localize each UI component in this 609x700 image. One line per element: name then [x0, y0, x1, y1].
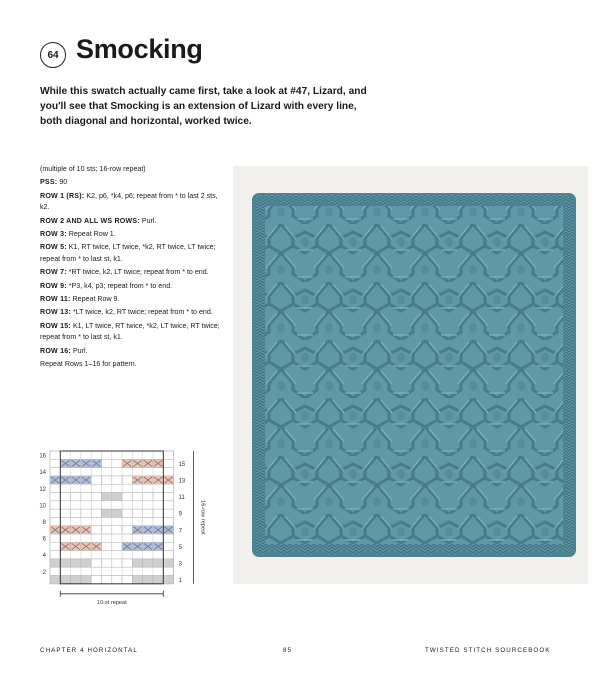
chart-cell: [143, 493, 153, 501]
chart-cell: [122, 576, 132, 584]
row-text: *RT twice, k2, LT twice; repeat from * to end.: [66, 268, 209, 277]
row-text: 90: [57, 178, 68, 187]
row-number-left: 12: [39, 486, 46, 493]
intro-paragraph: While this swatch actually came first, take a look at #47, Lizard, and you'll see that Smocking is an extension of Lizard with every line, both diagonal and horizontal, worked twice.: [40, 86, 367, 127]
chart-cell: [102, 576, 112, 584]
chart-cell: [91, 493, 101, 501]
chart-cell: [60, 576, 70, 584]
chart-cell: [102, 542, 112, 550]
page-title: Smocking: [76, 34, 203, 64]
row-number-right: 1: [178, 578, 182, 585]
chart-cell: [91, 526, 101, 534]
row-number-left: 16: [39, 453, 46, 460]
chart-cell: [50, 576, 60, 584]
chart-cell: [112, 509, 122, 517]
chart-cell: [163, 576, 173, 584]
chart-cell: [71, 576, 81, 584]
chart-cell: [50, 493, 60, 501]
row-number-right: 9: [178, 511, 182, 518]
row-text: Repeat Row 1.: [66, 230, 116, 239]
chart-cell: [102, 559, 112, 567]
chart-cell: [60, 509, 70, 517]
row-number-left: 14: [39, 470, 46, 477]
row-label: ROW 1 (RS):: [40, 191, 85, 200]
chart-cell: [112, 493, 122, 501]
row-text: Purl.: [70, 346, 88, 355]
row-label: ROW 13:: [40, 308, 71, 317]
chart-cell: [50, 459, 60, 467]
row-label: PSS:: [40, 178, 58, 187]
row-text: K2, p6, *k4, p6; repeat from * to last 2 sts, k2.: [40, 191, 218, 212]
row-number-right: 5: [178, 544, 182, 551]
row-text: Repeat Rows 1–16 for pattern.: [40, 360, 137, 369]
row-label: ROW 9:: [40, 281, 67, 290]
row-text: *LT twice, k2, RT twice; repeat from * to end.: [70, 308, 213, 317]
row-text: *P3, k4, p3; repeat from * to end.: [66, 281, 173, 290]
footer-page-number: 85: [283, 647, 293, 654]
chart-cell: [71, 559, 81, 567]
chart-cell: [81, 493, 91, 501]
chart-cell: [102, 493, 112, 501]
chart-cell: [153, 493, 163, 501]
row-text: (multiple of 10 sts; 16-row repeat): [40, 165, 146, 173]
row-text: K1, RT twice, LT twice, *k2, RT twice, LT twice; repeat from * to last st, k1.: [40, 243, 216, 263]
chart-cell: [71, 493, 81, 501]
stitch-repeat-label: 10-st repeat: [96, 599, 127, 606]
chart-cell: [102, 476, 112, 484]
chart-cell: [71, 509, 81, 517]
chart-cell: [102, 526, 112, 534]
row-text: Purl.: [139, 216, 157, 225]
row-number-left: 8: [42, 520, 46, 527]
chart-cell: [81, 559, 91, 567]
chart-cell: [122, 509, 132, 517]
chart-cell: [91, 509, 101, 517]
chart-cell: [81, 509, 91, 517]
row-label: ROW 15:: [40, 321, 71, 330]
chart-cell: [112, 542, 122, 550]
chart-cell: [112, 576, 122, 584]
chart-cell: [102, 509, 112, 517]
chart-cell: [143, 576, 153, 584]
row-number-right: 11: [178, 495, 185, 502]
row-number-right: 7: [178, 528, 182, 535]
row-number-left: 6: [42, 536, 46, 543]
chart-cell: [132, 559, 142, 567]
row-label: ROW 5:: [40, 243, 67, 252]
chart-cell: [112, 476, 122, 484]
footer-chapter: CHAPTER 4 HORIZONTAL: [40, 647, 138, 654]
chart-cell: [60, 559, 70, 567]
chart-cell: [122, 526, 132, 534]
chart-cell: [153, 576, 163, 584]
row-number-right: 13: [178, 478, 186, 485]
row-label: ROW 7:: [40, 268, 67, 277]
chart-cell: [112, 459, 122, 467]
chart-cell: [122, 559, 132, 567]
chart-cell: [153, 509, 163, 517]
chart-cell: [60, 493, 70, 501]
row-number-left: 4: [42, 553, 46, 560]
chart-cell: [122, 476, 132, 484]
pattern-number: 64: [47, 49, 59, 61]
chart-cell: [163, 459, 173, 467]
row-text: Repeat Row 9.: [70, 295, 120, 304]
chart-cell: [81, 576, 91, 584]
chart-cell: [91, 576, 101, 584]
chart-cell: [153, 559, 163, 567]
row-repeat-label: 16-row repeat: [199, 500, 206, 535]
row-label: ROW 16:: [40, 346, 71, 355]
chart-cell: [50, 542, 60, 550]
row-text: K1, LT twice, RT twice, *k2, LT twice, RT twice; repeat from * to last st, k1.: [40, 321, 220, 342]
chart-cell: [143, 559, 153, 567]
row-number-right: 15: [178, 461, 186, 468]
row-label: ROW 11:: [40, 295, 71, 304]
chart-cell: [163, 559, 173, 567]
chart-cell: [112, 526, 122, 534]
footer-book-title: TWISTED STITCH SOURCEBOOK: [425, 647, 551, 654]
chart-cell: [143, 509, 153, 517]
chart-cell: [91, 476, 101, 484]
row-label: ROW 2 AND ALL WS ROWS:: [40, 216, 140, 225]
chart-cell: [132, 493, 142, 501]
chart-cell: [132, 576, 142, 584]
chart-cell: [163, 542, 173, 550]
chart-cell: [122, 493, 132, 501]
chart-cell: [163, 493, 173, 501]
chart-cell: [112, 559, 122, 567]
chart-cell: [132, 509, 142, 517]
chart-cell: [50, 509, 60, 517]
row-number-left: 10: [39, 503, 46, 510]
chart-cell: [163, 509, 173, 517]
chart-cell: [91, 559, 101, 567]
chart-cell: [50, 559, 60, 567]
row-number-left: 2: [42, 569, 46, 576]
row-label: ROW 3:: [40, 230, 67, 239]
row-number-right: 3: [178, 561, 182, 568]
chart-cell: [102, 459, 112, 467]
